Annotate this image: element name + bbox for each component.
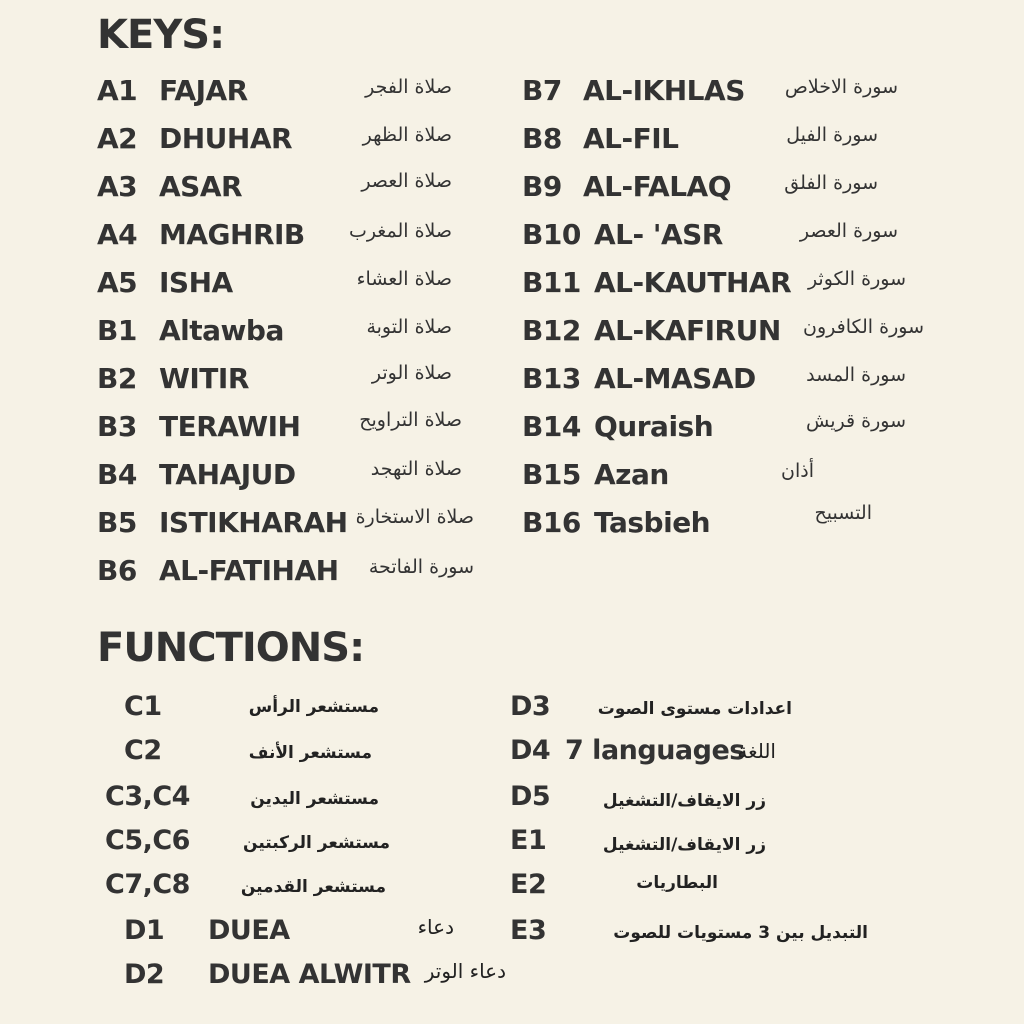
key-code: B15 — [522, 458, 581, 491]
key-arabic: سورة العصر — [799, 220, 898, 242]
function-arabic: مستشعر اليدين — [250, 789, 379, 809]
key-name: AL-MASAD — [594, 362, 756, 395]
function-code: C2 — [124, 735, 162, 766]
function-arabic: مستشعر القدمين — [240, 877, 386, 897]
keys-heading: KEYS: — [97, 12, 225, 58]
key-arabic: سورة قريش — [806, 410, 906, 432]
function-name: 7 languages — [565, 735, 745, 766]
key-arabic: سورة الاخلاص — [784, 76, 898, 98]
key-name: Tasbieh — [594, 506, 711, 539]
key-arabic: سورة الفيل — [786, 124, 878, 146]
key-code: A1 — [97, 74, 138, 107]
key-arabic: صلاة التهجد — [370, 458, 462, 480]
key-name: Azan — [594, 458, 669, 491]
key-name: MAGHRIB — [159, 218, 305, 251]
key-arabic: سورة الكوثر — [807, 268, 906, 290]
key-arabic: صلاة المغرب — [348, 220, 452, 242]
functions-heading: FUNCTIONS: — [97, 625, 365, 671]
function-code: D5 — [510, 781, 551, 812]
key-code: B3 — [97, 410, 137, 443]
key-arabic: صلاة الظهر — [362, 124, 452, 146]
key-code: B1 — [97, 314, 137, 347]
function-name: DUEA — [208, 915, 290, 946]
function-code: D2 — [124, 959, 165, 990]
key-name: Quraish — [594, 410, 714, 443]
key-code: B16 — [522, 506, 581, 539]
key-arabic: صلاة الفجر — [365, 76, 452, 98]
key-code: B11 — [522, 266, 581, 299]
function-code: D4 — [510, 735, 551, 766]
key-code: B14 — [522, 410, 581, 443]
key-name: ISHA — [159, 266, 233, 299]
function-code: D3 — [510, 691, 551, 722]
key-code: B8 — [522, 122, 562, 155]
function-arabic: التبديل بين 3 مستويات للصوت — [613, 923, 868, 943]
function-code: D1 — [124, 915, 165, 946]
key-arabic: سورة الكافرون — [803, 316, 924, 338]
key-name: ISTIKHARAH — [159, 506, 348, 539]
key-name: AL-FALAQ — [583, 170, 732, 203]
key-code: A3 — [97, 170, 138, 203]
function-arabic: مستشعر الأنف — [248, 743, 372, 763]
function-code: E2 — [510, 869, 547, 900]
key-code: A4 — [97, 218, 138, 251]
key-arabic: سورة المسد — [806, 364, 906, 386]
key-code: B9 — [522, 170, 562, 203]
function-code: E1 — [510, 825, 547, 856]
key-code: A5 — [97, 266, 138, 299]
function-arabic: اللغة — [737, 739, 776, 763]
key-code: B2 — [97, 362, 137, 395]
key-name: AL-FIL — [583, 122, 679, 155]
key-arabic: سورة الفاتحة — [368, 556, 474, 578]
key-arabic: أذان — [781, 460, 814, 482]
function-arabic: اعدادات مستوى الصوت — [597, 699, 792, 719]
key-name: TAHAJUD — [159, 458, 296, 491]
key-code: B13 — [522, 362, 581, 395]
key-name: Altawba — [159, 314, 284, 347]
function-arabic: دعاء الوتر — [424, 959, 506, 983]
key-arabic: صلاة العشاء — [356, 268, 452, 290]
key-code: B4 — [97, 458, 137, 491]
key-name: TERAWIH — [159, 410, 301, 443]
key-arabic: صلاة التراويح — [359, 409, 462, 431]
function-arabic: مستشعر الركبتين — [243, 833, 390, 853]
key-arabic: التسبيح — [814, 502, 872, 524]
key-code: A2 — [97, 122, 138, 155]
key-arabic: سورة الفلق — [784, 172, 878, 194]
key-name: FAJAR — [159, 74, 248, 107]
key-arabic: صلاة الوتر — [371, 362, 452, 384]
function-code: C3,C4 — [105, 781, 190, 812]
function-arabic: مستشعر الرأس — [248, 697, 379, 717]
function-arabic: زر الايقاف/التشغيل — [602, 791, 766, 811]
key-code: B5 — [97, 506, 137, 539]
key-name: AL-KAFIRUN — [594, 314, 781, 347]
function-code: C7,C8 — [105, 869, 190, 900]
function-code: C5,C6 — [105, 825, 190, 856]
key-arabic: صلاة الاستخارة — [355, 506, 474, 528]
key-name: DHUHAR — [159, 122, 293, 155]
key-code: B6 — [97, 554, 137, 587]
key-name: AL-FATIHAH — [159, 554, 339, 587]
key-code: B7 — [522, 74, 562, 107]
key-code: B10 — [522, 218, 581, 251]
key-name: ASAR — [159, 170, 243, 203]
key-code: B12 — [522, 314, 581, 347]
function-arabic: البطاريات — [636, 873, 718, 893]
key-name: AL-KAUTHAR — [594, 266, 792, 299]
key-name: WITIR — [159, 362, 249, 395]
function-code: C1 — [124, 691, 162, 722]
key-arabic: صلاة التوبة — [366, 316, 452, 338]
function-arabic: زر الايقاف/التشغيل — [602, 835, 766, 855]
function-name: DUEA ALWITR — [208, 959, 411, 990]
key-arabic: صلاة العصر — [361, 170, 452, 192]
key-name: AL- 'ASR — [594, 218, 723, 251]
function-arabic: دعاء — [417, 915, 454, 939]
key-name: AL-IKHLAS — [583, 74, 745, 107]
function-code: E3 — [510, 915, 547, 946]
